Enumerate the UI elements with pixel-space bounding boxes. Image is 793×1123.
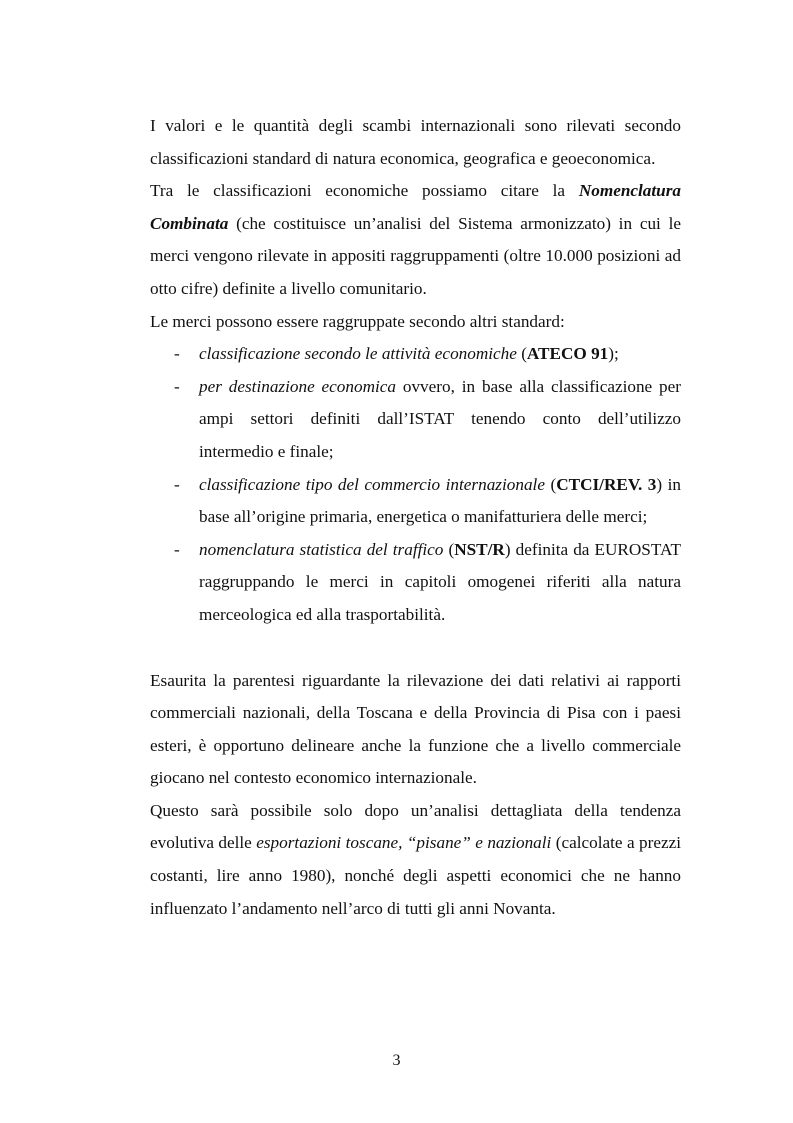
list-item-text-end: );: [608, 344, 619, 364]
list-item: [150, 371, 681, 469]
list-item-text: (: [544, 474, 557, 494]
paragraph-nomenclatura-rest: (che costituisce un’analisi del Sistema armonizzato) in cui le merci vengono rilevate in appositi raggruppamenti (oltre 10.000 posizioni ad otto cifre) definite a livello comunitario.: [150, 213, 681, 298]
standards-list: [150, 338, 681, 631]
list-item-text-end: ) in base all’origine primaria, energetica o manifatturiera delle merci;: [199, 474, 681, 527]
list-item-text: ovvero, in base alla classificazione per ampi settori definiti dall’ISTAT tenendo conto dell’utilizzo intermedio e finale;: [199, 376, 681, 461]
paragraph-nomenclatura: [150, 175, 681, 305]
list-dash: -: [174, 376, 180, 396]
paragraph-analysis-text: Questo sarà possibile solo dopo un’analisi dettagliata della tendenza evolutiva delle: [150, 800, 681, 853]
list-item-code: CTCI/REV. 3: [556, 474, 657, 494]
list-item-text-end: ) definita da EUROSTAT raggruppando le merci in capitoli omogenei riferiti alla natura merceologica ed alla trasportabilità.: [199, 539, 681, 624]
list-item-text: (: [443, 539, 455, 559]
paragraph-nomenclatura-text: Tra le classificazioni economiche possiamo citare la: [150, 181, 579, 201]
list-item-term: classificazione tipo del commercio internazionale: [199, 474, 545, 494]
list-dash: -: [174, 344, 180, 364]
paragraph-conclusion: Esaurita la parentesi riguardante la rilevazione dei dati relativi ai rapporti commerciali nazionali, della Toscana e della Provincia di Pisa con i paesi esteri, è opportuno delineare anche la funzione che a livello commerciale giocano nel contesto economico internazionale.: [150, 670, 681, 788]
esportazioni-term: esportazioni toscane, “pisane” e nazionali: [256, 833, 552, 853]
list-item-term: nomenclatura statistica del traffico: [199, 539, 444, 559]
list-item: [150, 469, 681, 534]
list-item: [150, 534, 681, 632]
paragraph-analysis-rest: (calcolate a prezzi costanti, lire anno 1980), nonché degli aspetti economici che ne hanno influenzato l’andamento nell’arco di tutti gli anni Novanta.: [150, 833, 681, 918]
page-number: 3: [392, 1052, 401, 1069]
list-item: [150, 338, 681, 371]
list-item-code: ATECO 91: [526, 344, 609, 364]
nomenclatura-combinata-term: Nomenclatura Combinata: [150, 181, 681, 233]
page-body: [150, 110, 681, 925]
list-item-term: classificazione secondo le attività economiche: [199, 344, 517, 364]
paragraph-list-intro: Le merci possono essere raggruppate secondo altri standard:: [150, 311, 565, 331]
list-item-code: NST/R: [454, 539, 505, 559]
list-item-term: per destinazione economica: [199, 376, 396, 396]
list-item-text: (: [516, 344, 527, 364]
list-dash: -: [174, 539, 180, 559]
paragraph-analysis: [150, 795, 681, 925]
paragraph-intro: I valori e le quantità degli scambi internazionali sono rilevati secondo classificazioni standard di natura economica, geografica e geoeconomica.: [150, 116, 681, 168]
list-dash: -: [174, 474, 180, 494]
